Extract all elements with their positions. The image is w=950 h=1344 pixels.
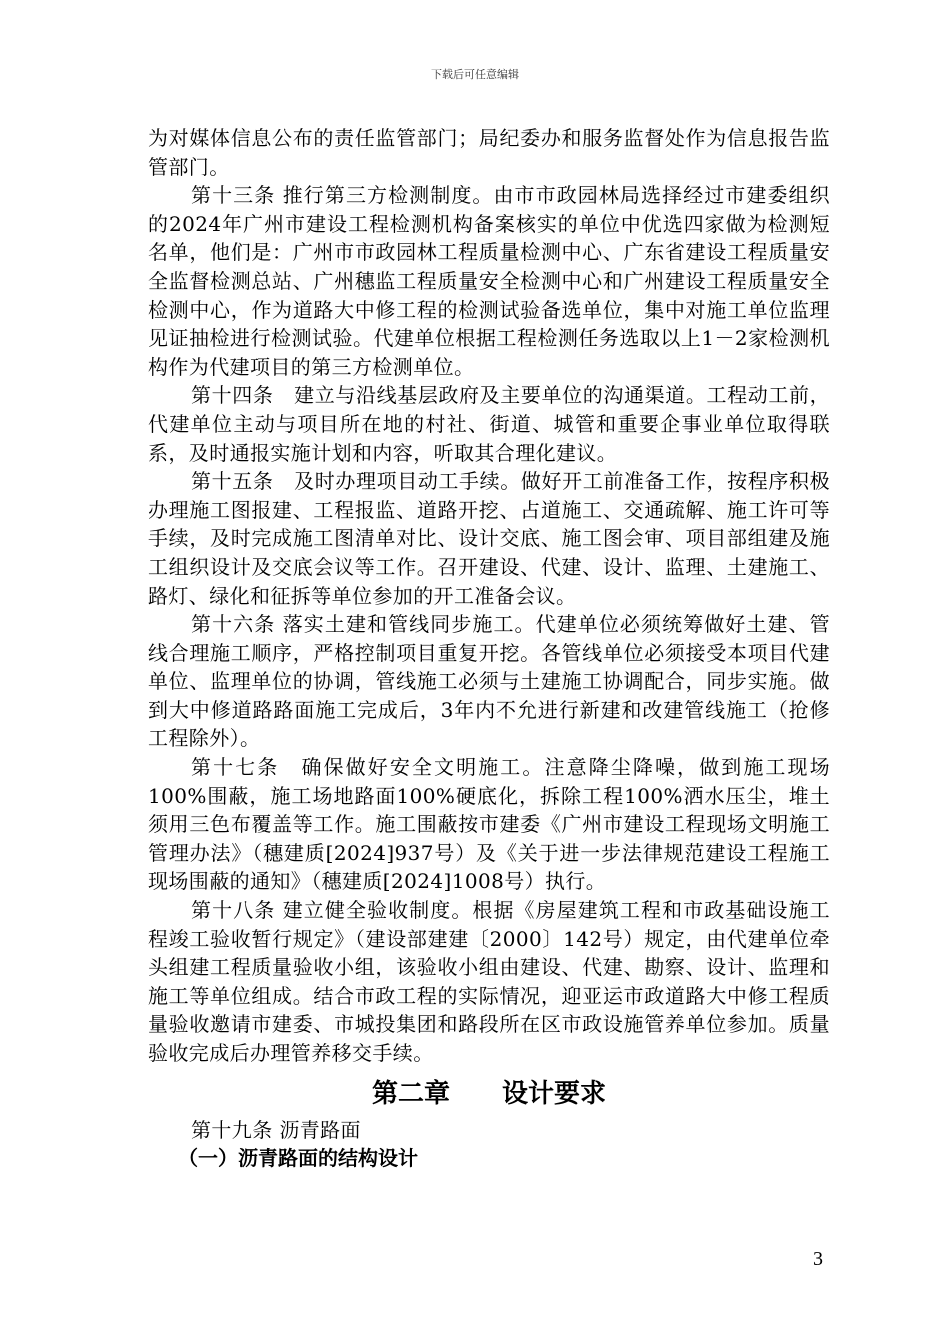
article-19-heading: 第十九条 沥青路面 — [191, 1117, 361, 1142]
paragraph-article-16: 第十六条 落实土建和管线同步施工。代建单位必须统筹做好土建、管线合理施工顺序，严格控制项目重复开挖。各管线单位必须接受本项目代建单位、监理单位的协调，管线施工必须与土建施工协调配合，同步实施。做到大中修道路路面施工完成后，3年内不允进行新建和改建管线施工（抢修工程除外）。 — [148, 612, 830, 751]
paragraph-media-monitoring: 为对媒体信息公布的责任监管部门；局纪委办和服务监督处作为信息报告监管部门。 — [148, 126, 830, 179]
paragraph-article-13: 第十三条 推行第三方检测制度。由市市政园林局选择经过市建委组织的2024年广州市建设工程检测机构备案核实的单位中优选四家做为检测短名单，他们是：广州市市政园林工程质量检测中心、广东省建设工程质量安全监督检测总站、广州穗监工程质量安全检测中心和广州建设工程质量安全检测中心，作为道路大中修工程的检测试验备选单位，集中对施工单位监理见证抽检进行检测试验。代建单位根据工程检测任务选取以上1－2家检测机构作为代建项目的第三方检测单位。 — [148, 183, 830, 379]
paragraph-article-17: 第十七条 确保做好安全文明施工。注意降尘降噪，做到施工现场100%围蔽，施工场地路面100%硬底化，拆除工程100%洒水压尘，堆土须用三色布覆盖等工作。施工围蔽按市建委《广州市建设工程现场文明施工管理办法》（穗建质[2024]937号）及《关于进一步法律规范建设工程施工现场围蔽的通知》（穗建质[2024]1008号）执行。 — [148, 755, 830, 894]
paragraph-article-14: 第十四条 建立与沿线基层政府及主要单位的沟通渠道。工程动工前，代建单位主动与项目所在地的村社、街道、城管和重要企事业单位取得联系，及时通报实施计划和内容，听取其合理化建议。 — [148, 383, 830, 465]
page-number: 3 — [813, 1248, 823, 1270]
chapter-heading: 第二章 设计要求 — [371, 1078, 606, 1109]
paragraph-article-18: 第十八条 建立健全验收制度。根据《房屋建筑工程和市政基础设施工程竣工验收暂行规定》（建设部建建〔2000〕142号）规定，由代建单位牵头组建工程质量验收小组，该验收小组由建设、代建、勘察、设计、监理和施工等单位组成。结合市政工程的实际情况，迎亚运市政道路大中修工程质量验收邀请市建委、市城投集团和路段所在区市政设施管养单位参加。质量验收完成后办理管养移交手续。 — [148, 898, 830, 1065]
paragraph-article-15: 第十五条 及时办理项目动工手续。做好开工前准备工作，按程序积极办理施工图报建、工程报监、道路开挖、占道施工、交通疏解、施工许可等手续，及时完成施工图清单对比、设计交底、施工图会审、项目部组建及施工组织设计及交底会议等工作。召开建设、代建、设计、监理、土建施工、路灯、绿化和征拆等单位参加的开工准备会议。 — [148, 469, 830, 608]
section-heading-asphalt-structure: （一）沥青路面的结构设计 — [178, 1146, 418, 1171]
page-header-note: 下载后可任意编辑 — [431, 68, 519, 81]
document-body — [148, 124, 830, 1173]
